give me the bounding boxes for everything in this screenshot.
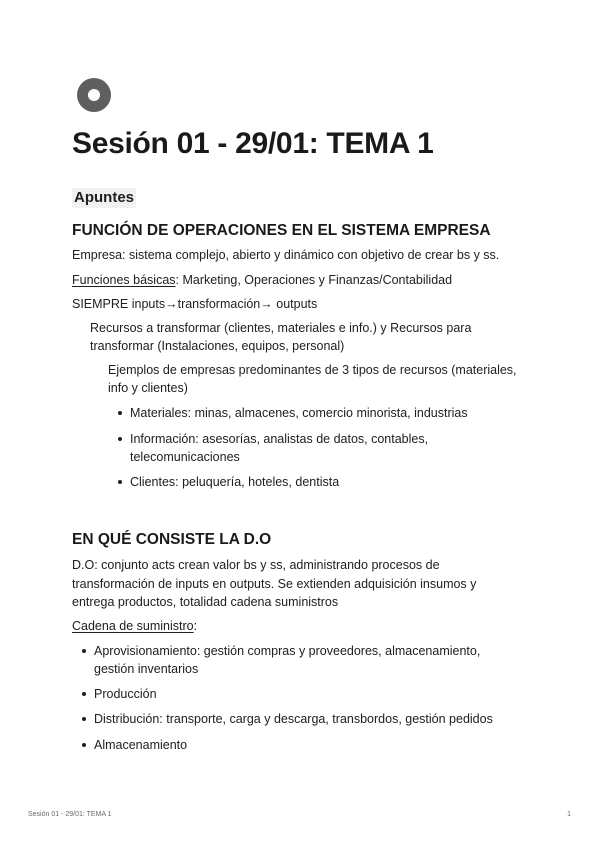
list-item: Producción	[94, 687, 157, 701]
paragraph-do-line1: D.O: conjunto acts crean valor bs y ss, administrando procesos de	[72, 558, 440, 572]
list-item: Almacenamiento	[94, 738, 188, 752]
list-item: Aprovisionamiento: gestión compras y proveedores, almacenamiento,	[94, 644, 481, 658]
section-heading-funcion-operaciones: FUNCIÓN DE OPERACIONES EN EL SISTEMA EMPRESA	[72, 222, 491, 239]
paragraph-ejemplos-line1: Ejemplos de empresas predominantes de 3 tipos de recursos (materiales,	[108, 363, 517, 377]
paragraph-do-line2: transformación de inputs en outputs. Se extienden adquisición insumos y	[72, 577, 477, 591]
list-item: Materiales: minas, almacenes, comercio minorista, industrias	[130, 406, 468, 420]
funciones-text: : Marketing, Operaciones y Finanzas/Contabilidad	[175, 273, 453, 287]
list-item: Información: asesorías, analistas de datos, contables,	[130, 432, 429, 446]
list-item-continuation: telecomunicaciones	[130, 450, 240, 464]
paragraph-cadena	[72, 617, 197, 635]
paragraph-ejemplos-line2: info y clientes)	[108, 381, 188, 395]
apuntes-callout: Apuntes	[74, 189, 134, 206]
footer-title: Sesión 01 - 29/01: TEMA 1	[28, 811, 112, 818]
list-item: Clientes: peluquería, hoteles, dentista	[130, 475, 340, 489]
list-item-continuation: gestión inventarios	[94, 662, 199, 676]
page-title: Sesión 01 - 29/01: TEMA 1	[72, 127, 434, 160]
paragraph-recursos-line2: transformar (Instalaciones, equipos, personal)	[90, 339, 345, 353]
funciones-label: Funciones básicas	[72, 273, 176, 287]
list-item: Distribución: transporte, carga y descarga, transbordos, gestión pedidos	[94, 712, 493, 726]
paragraph-siempre: SIEMPRE inputs→transformación→ outputs	[72, 297, 318, 311]
footer-page-number: 1	[567, 811, 571, 818]
section-heading-do: EN QUÉ CONSISTE LA D.O	[72, 531, 272, 548]
cadena-label: Cadena de suministro	[72, 619, 194, 633]
paragraph-do-line3: entrega productos, totalidad cadena suministros	[72, 595, 339, 609]
paragraph-recursos-line1: Recursos a transformar (clientes, materiales e info.) y Recursos para	[90, 321, 472, 335]
paragraph-empresa: Empresa: sistema complejo, abierto y dinámico con objetivo de crear bs y ss.	[72, 248, 500, 262]
page-icon	[77, 78, 111, 112]
cadena-colon: :	[193, 619, 198, 633]
paragraph-funciones	[72, 271, 452, 289]
